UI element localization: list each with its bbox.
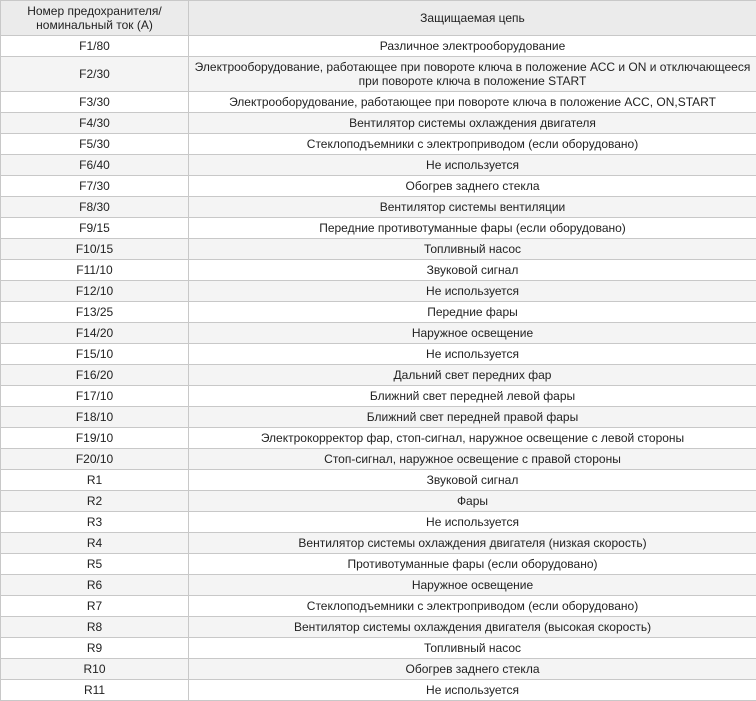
- fuse-cell: R2: [1, 491, 189, 512]
- table-row: [1, 659, 756, 680]
- circuit-cell: Вентилятор системы охлаждения двигателя: [189, 113, 756, 134]
- circuit-cell: Передние фары: [189, 302, 756, 323]
- fuse-cell: F9/15: [1, 218, 189, 239]
- fuse-cell: R9: [1, 638, 189, 659]
- fuse-cell: F20/10: [1, 449, 189, 470]
- circuit-cell: Звуковой сигнал: [189, 470, 756, 491]
- table-row: [1, 57, 756, 92]
- fuse-cell: F8/30: [1, 197, 189, 218]
- circuit-cell: Вентилятор системы охлаждения двигателя (низкая скорость): [189, 533, 756, 554]
- circuit-cell: Топливный насос: [189, 239, 756, 260]
- circuit-cell: Вентилятор системы вентиляции: [189, 197, 756, 218]
- header-fuse: Номер предохранителя/ номинальный ток (А): [1, 1, 189, 36]
- table-row: [1, 596, 756, 617]
- circuit-cell: Различное электрооборудование: [189, 36, 756, 57]
- circuit-cell: Электрооборудование, работающее при повороте ключа в положение АСС и ON и отключающееся при повороте ключа в положение START: [189, 57, 756, 92]
- table-body: [1, 36, 756, 701]
- fuse-cell: F13/25: [1, 302, 189, 323]
- circuit-cell: Фары: [189, 491, 756, 512]
- table-header: [1, 1, 756, 36]
- table-row: [1, 680, 756, 701]
- header-circuit: Защищаемая цепь: [189, 1, 756, 36]
- fuse-cell: F6/40: [1, 155, 189, 176]
- table-row: [1, 491, 756, 512]
- fuse-cell: F12/10: [1, 281, 189, 302]
- circuit-cell: Стоп-сигнал, наружное освещение с правой стороны: [189, 449, 756, 470]
- table-row: [1, 617, 756, 638]
- fuse-cell: R6: [1, 575, 189, 596]
- fuse-cell: F7/30: [1, 176, 189, 197]
- circuit-cell: Не используется: [189, 512, 756, 533]
- fuse-cell: R7: [1, 596, 189, 617]
- fuse-cell: F5/30: [1, 134, 189, 155]
- table-row: [1, 281, 756, 302]
- table-row: [1, 344, 756, 365]
- table-row: [1, 134, 756, 155]
- circuit-cell: Стеклоподъемники с электроприводом (если оборудовано): [189, 596, 756, 617]
- table-row: [1, 638, 756, 659]
- fuse-cell: F3/30: [1, 92, 189, 113]
- circuit-cell: Передние противотуманные фары (если оборудовано): [189, 218, 756, 239]
- fuse-cell: F19/10: [1, 428, 189, 449]
- fuse-cell: R11: [1, 680, 189, 701]
- circuit-cell: Дальний свет передних фар: [189, 365, 756, 386]
- table-row: [1, 428, 756, 449]
- table-row: [1, 218, 756, 239]
- fuse-cell: R1: [1, 470, 189, 491]
- table-row: [1, 176, 756, 197]
- fuse-cell: R4: [1, 533, 189, 554]
- circuit-cell: Вентилятор системы охлаждения двигателя (высокая скорость): [189, 617, 756, 638]
- circuit-cell: Электрокорректор фар, стоп-сигнал, наружное освещение с левой стороны: [189, 428, 756, 449]
- fuse-cell: F10/15: [1, 239, 189, 260]
- circuit-cell: Ближний свет передней левой фары: [189, 386, 756, 407]
- circuit-cell: Не используется: [189, 155, 756, 176]
- table-row: [1, 155, 756, 176]
- fuse-cell: F4/30: [1, 113, 189, 134]
- circuit-cell: Противотуманные фары (если оборудовано): [189, 554, 756, 575]
- circuit-cell: Стеклоподъемники с электроприводом (если оборудовано): [189, 134, 756, 155]
- header-row: [1, 1, 756, 36]
- circuit-cell: Звуковой сигнал: [189, 260, 756, 281]
- table-row: [1, 239, 756, 260]
- circuit-cell: Топливный насос: [189, 638, 756, 659]
- circuit-cell: Не используется: [189, 680, 756, 701]
- table-row: [1, 197, 756, 218]
- table-row: [1, 386, 756, 407]
- table-row: [1, 470, 756, 491]
- fuse-cell: F16/20: [1, 365, 189, 386]
- table-row: [1, 113, 756, 134]
- fuse-cell: F14/20: [1, 323, 189, 344]
- table-row: [1, 533, 756, 554]
- fuse-cell: R10: [1, 659, 189, 680]
- circuit-cell: Электрооборудование, работающее при повороте ключа в положение ACC, ON,START: [189, 92, 756, 113]
- table-row: [1, 365, 756, 386]
- fuse-cell: F18/10: [1, 407, 189, 428]
- table-row: [1, 512, 756, 533]
- circuit-cell: Не используется: [189, 344, 756, 365]
- circuit-cell: Не используется: [189, 281, 756, 302]
- circuit-cell: Наружное освещение: [189, 575, 756, 596]
- table-row: [1, 92, 756, 113]
- fuse-cell: F17/10: [1, 386, 189, 407]
- fuse-cell: R5: [1, 554, 189, 575]
- table-row: [1, 554, 756, 575]
- fuse-cell: F15/10: [1, 344, 189, 365]
- table-row: [1, 575, 756, 596]
- table-row: [1, 260, 756, 281]
- fuse-cell: R3: [1, 512, 189, 533]
- circuit-cell: Ближний свет передней правой фары: [189, 407, 756, 428]
- table-row: [1, 449, 756, 470]
- fuse-cell: F2/30: [1, 57, 189, 92]
- fuse-cell: F11/10: [1, 260, 189, 281]
- fuse-cell: F1/80: [1, 36, 189, 57]
- circuit-cell: Обогрев заднего стекла: [189, 659, 756, 680]
- table-row: [1, 323, 756, 344]
- fuse-cell: R8: [1, 617, 189, 638]
- table-row: [1, 36, 756, 57]
- circuit-cell: Наружное освещение: [189, 323, 756, 344]
- circuit-cell: Обогрев заднего стекла: [189, 176, 756, 197]
- table-row: [1, 407, 756, 428]
- table-row: [1, 302, 756, 323]
